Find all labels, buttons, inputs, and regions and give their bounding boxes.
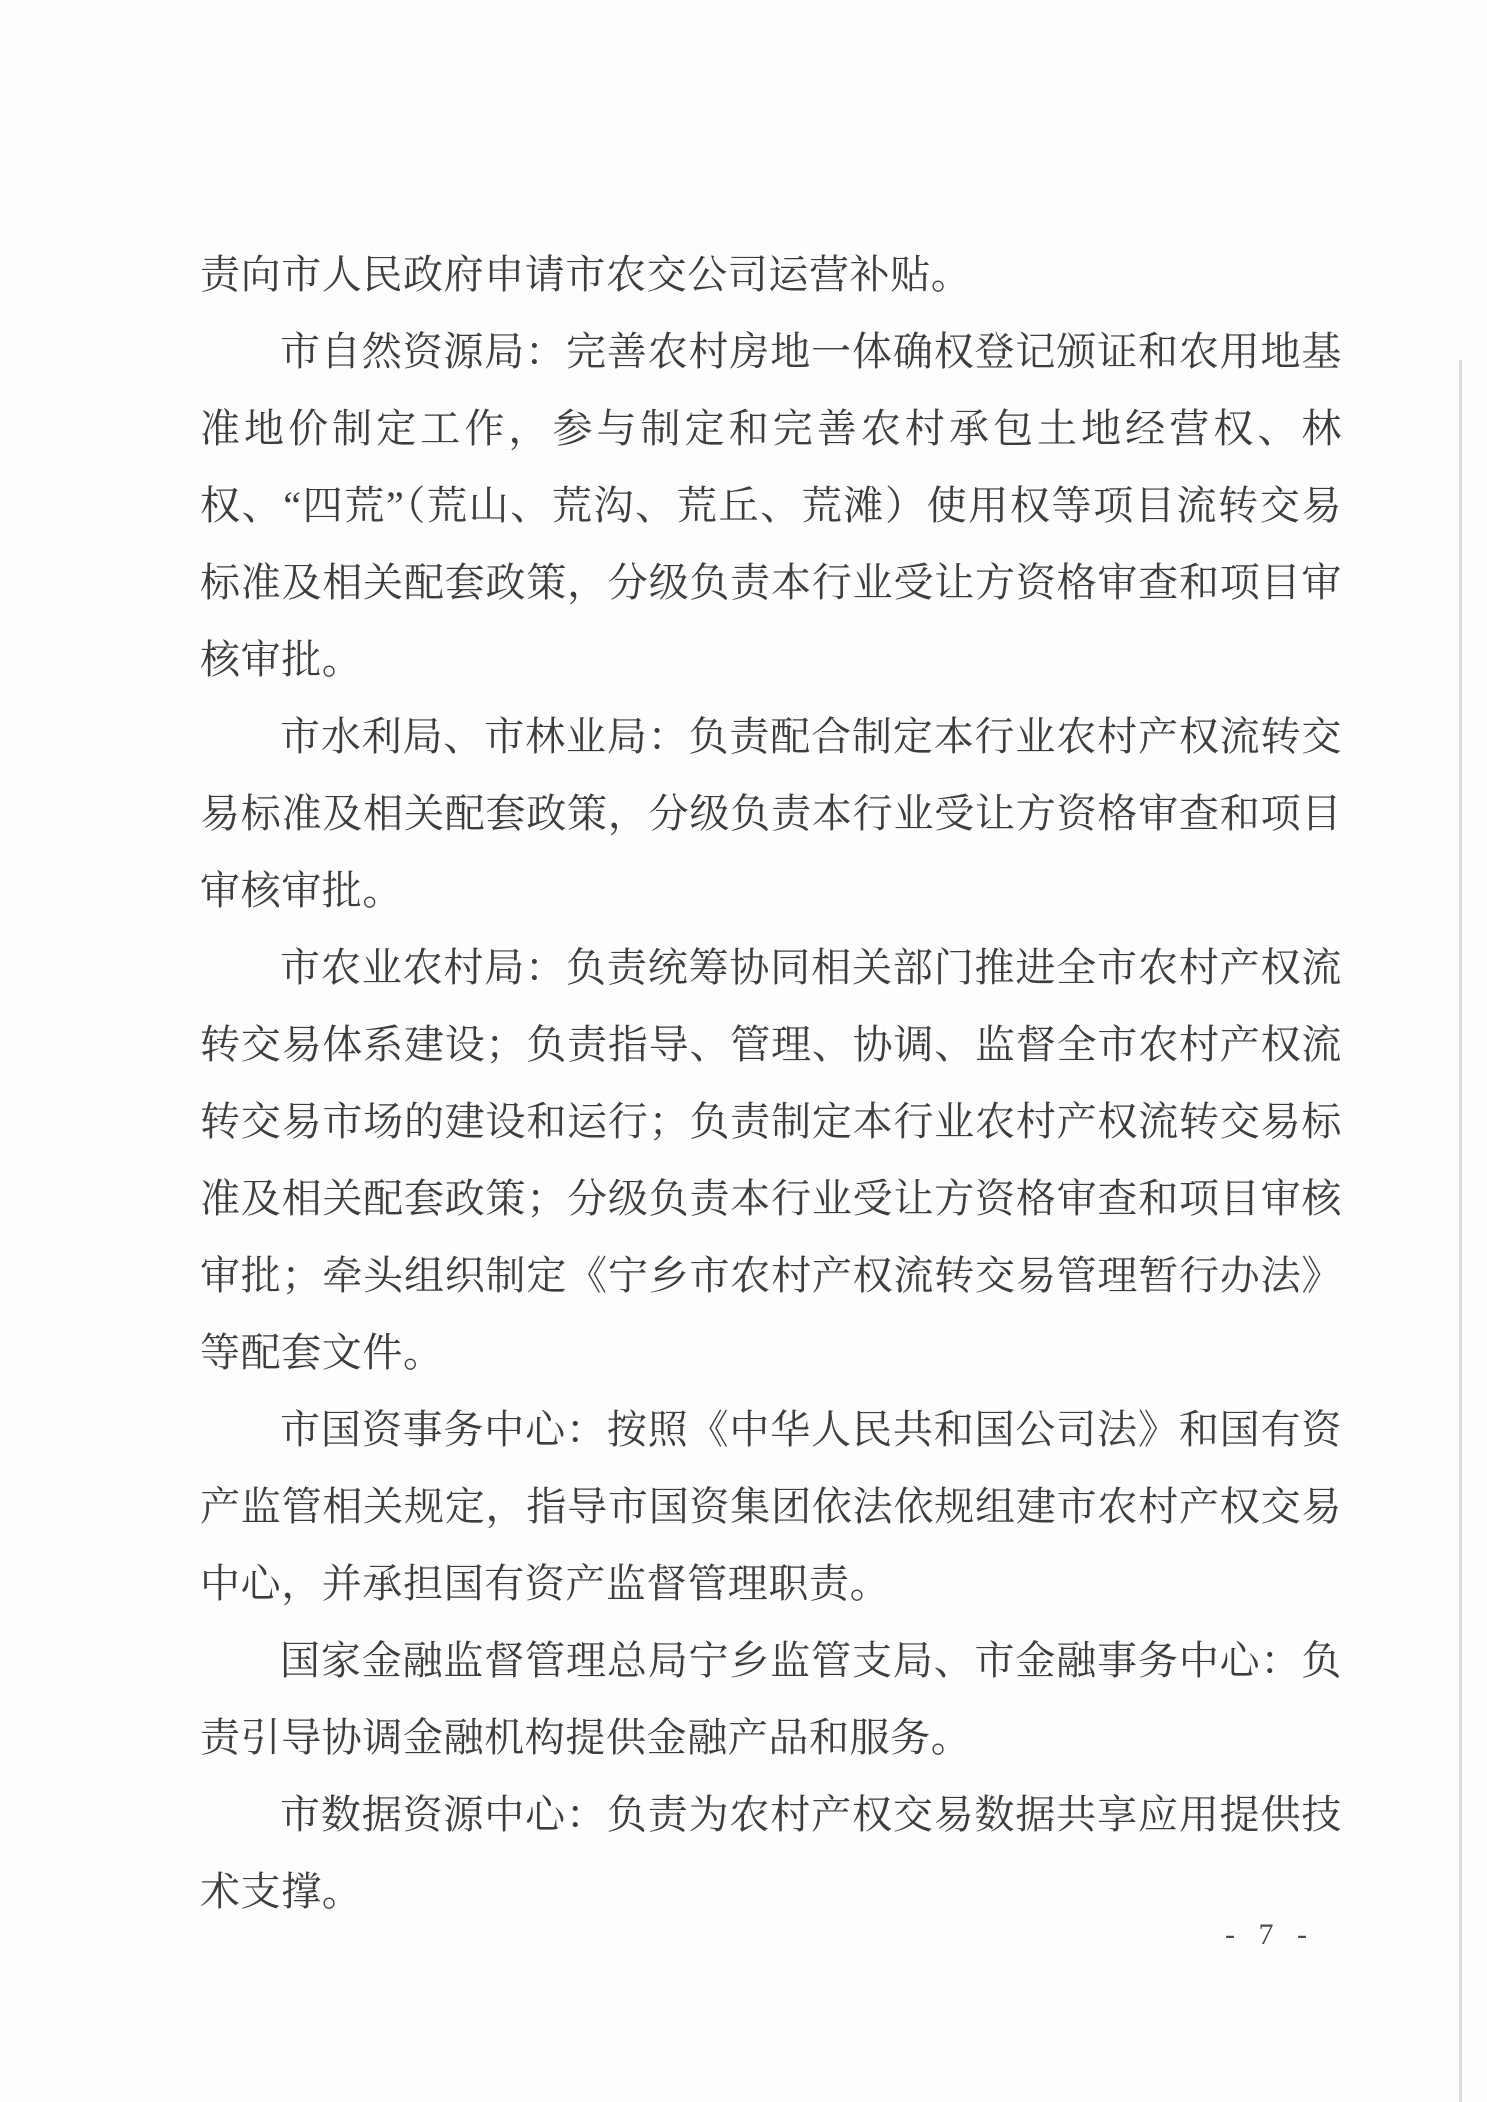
body-paragraph: 市农业农村局：负责统筹协同相关部门推进全市农村产权流转交易体系建设；负责指导、管理、协调、监督全市农村产权流转交易市场的建设和运行；负责制定本行业农村产权流转交易标准及相关配套政策；分级负责本行业受让方资格审查和项目审核审批；牵头组织制定《宁乡市农村产权流转交易管理暂行办法》等配套文件。 (200, 945, 1342, 1375)
body-paragraph: 市水利局、市林业局：负责配合制定本行业农村产权流转交易标准及相关配套政策，分级负责本行业受让方资格审查和项目审核审批。 (200, 714, 1342, 913)
body-paragraph: 市数据资源中心：负责为农村产权交易数据共享应用提供技术支撑。 (200, 1792, 1342, 1914)
body-paragraph: 国家金融监督管理总局宁乡监管支局、市金融事务中心：负责引导协调金融机构提供金融产品和服务。 (200, 1638, 1342, 1760)
scan-edge-shadow (1459, 360, 1462, 2102)
document-body (200, 236, 1342, 1930)
page-number: - 7 - (1225, 1918, 1315, 1951)
body-paragraph: 市自然资源局：完善农村房地一体确权登记颁证和农用地基准地价制定工作，参与制定和完善农村承包土地经营权、林权、“四荒”（荒山、荒沟、荒丘、荒滩）使用权等项目流转交易标准及相关配套政策，分级负责本行业受让方资格审查和项目审核审批。 (200, 329, 1342, 682)
body-paragraph: 市国资事务中心：按照《中华人民共和国公司法》和国有资产监管相关规定，指导市国资集团依法依规组建市农村产权交易中心，并承担国有资产监督管理职责。 (200, 1407, 1342, 1606)
body-paragraph: 责向市人民政府申请市农交公司运营补贴。 (200, 252, 972, 297)
